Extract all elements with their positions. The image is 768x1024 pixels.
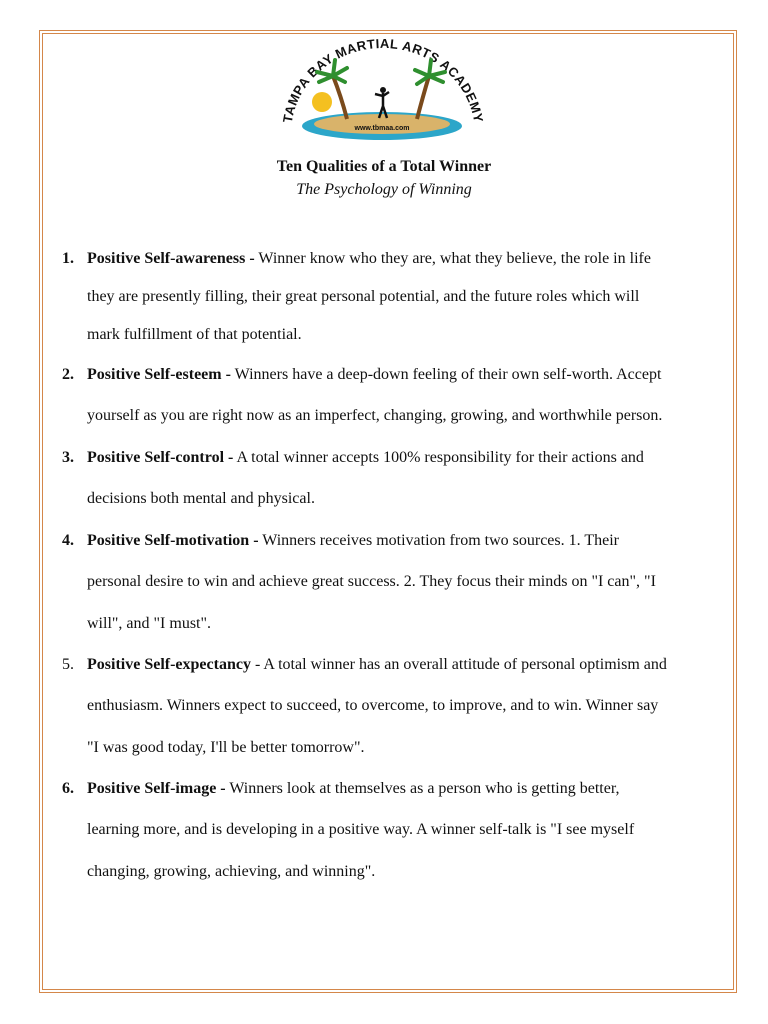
item-number: 5. [62,656,74,673]
item-number: 1. [62,250,74,267]
item-text-line: learning more, and is developing in a positive way. A winner self-talk is "I see myself [87,821,635,838]
item-term: Positive Self-awareness - [87,250,255,267]
item-text-line: will", and "I must". [87,615,212,632]
item-text-line: mark fulfillment of that potential. [87,326,302,343]
svg-text:TAMPA BAY MARTIAL ARTS ACADEMY [280,36,486,124]
item-term: Positive Self-control - [87,449,234,466]
item-term: Positive Self-motivation - [87,532,259,549]
item-text-line: yourself as you are right now as an imperfect, changing, growing, and worthwhile person. [87,407,663,424]
item-number: 2. [62,366,74,383]
item-term: Positive Self-image - [87,780,226,797]
page-border-inner [42,33,734,990]
item-number: 4. [62,532,74,549]
item-term: Positive Self-expectancy [87,656,251,673]
item-text-line: Winners receives motivation from two sources. 1. Their [258,532,619,549]
item-text-line: A total winner accepts 100% responsibility for their actions and [233,449,644,466]
item-number: 6. [62,780,74,797]
academy-logo [277,34,487,144]
item-number: 3. [62,449,74,466]
item-text-line: decisions both mental and physical. [87,490,315,507]
item-text-line: enthusiasm. Winners expect to succeed, to overcome, to improve, and to win. Winner say [87,697,659,714]
item-text-line: personal desire to win and achieve great success. 2. They focus their minds on "I can", "I [87,573,656,590]
item-text-line: - A total winner has an overall attitude of personal optimism and [250,656,667,673]
page-title: Ten Qualities of a Total Winner [276,158,492,175]
logo-academy-name: TAMPA BAY MARTIAL ARTS ACADEMY [279,35,487,124]
item-text-line: they are presently filling, their great personal potential, and the future roles which will [87,288,640,305]
logo-website: www.tbmaa.com [354,125,410,132]
item-text-line: Winners have a deep-down feeling of their own self-worth. Accept [230,366,662,383]
item-term: Positive Self-esteem - [87,366,231,383]
item-text-line: Winners look at themselves as a person who is getting better, [225,780,620,797]
item-text-line: Winner know who they are, what they believe, the role in life [254,250,651,267]
item-text-line: changing, growing, achieving, and winning". [87,863,376,880]
page-subtitle: The Psychology of Winning [296,181,472,198]
item-text-line: "I was good today, I'll be better tomorrow". [87,739,365,756]
